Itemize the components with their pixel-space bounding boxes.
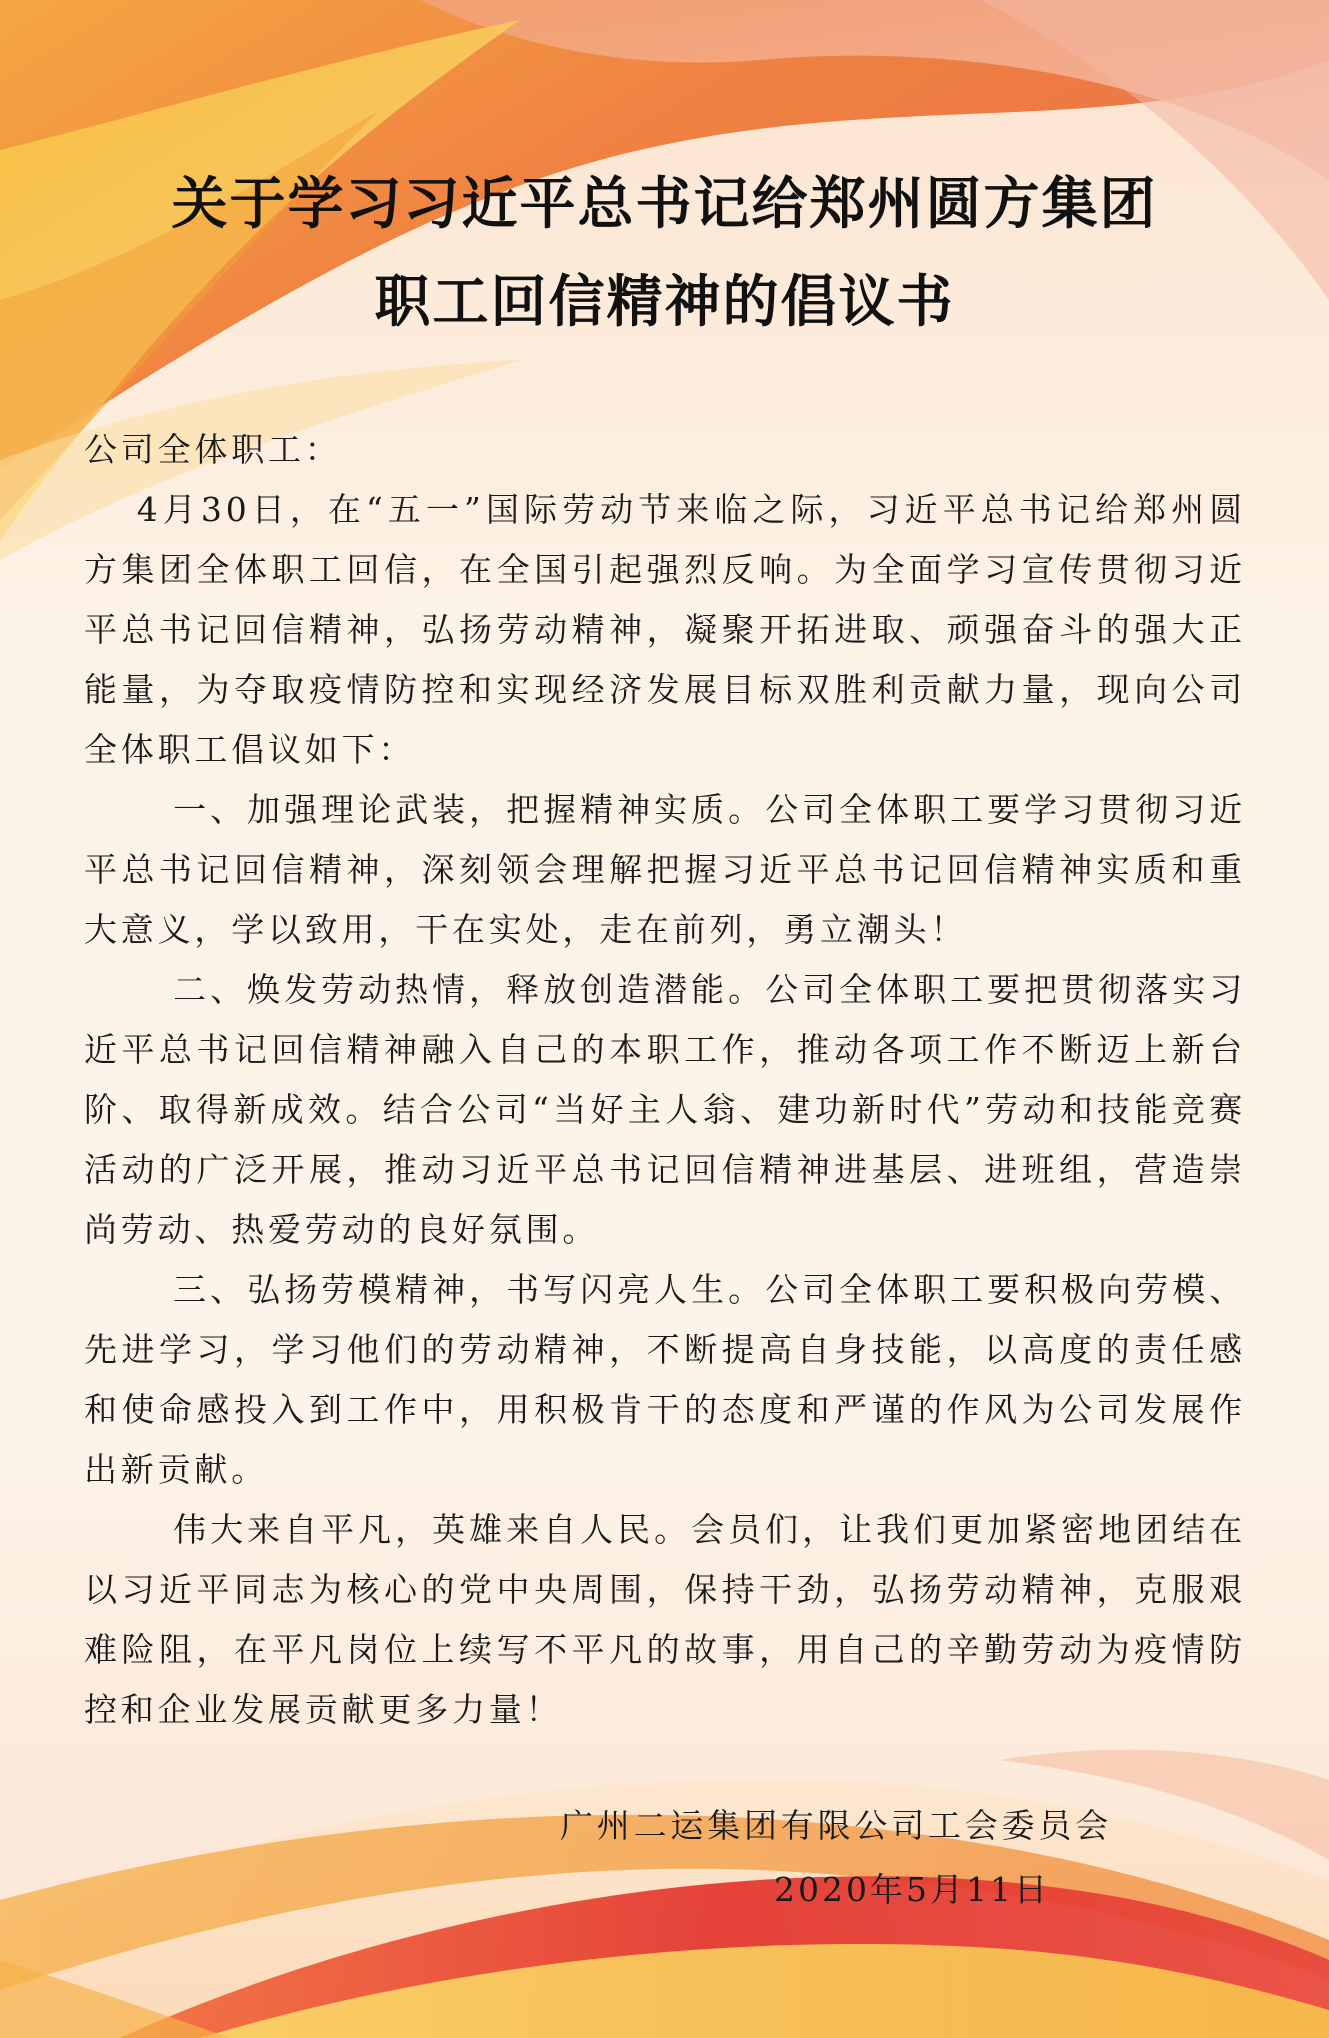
date: 2020年5月11日 — [774, 1870, 1050, 1909]
paragraph-intro: 4月30日，在“五一”国际劳动节来临之际，习近平总书记给郑州圆方集团全体职工回信，在全国引起强烈反响。为全面学习宣传贯彻习近平总书记回信精神，弘扬劳动精神，凝聚开拓进取、顽强奋斗的强大正能量，为夺取疫情防控和实现经济发展目标双胜利贡献力量，现向公司全体职工倡议如下： — [84, 490, 1246, 769]
document-title-line-2: 职工回信精神的倡议书 — [374, 270, 955, 335]
document-title-line-1: 关于学习习近平总书记给郑州圆方集团 — [171, 172, 1158, 237]
document-body — [84, 420, 1246, 1740]
paragraph-closing: 伟大来自平凡，英雄来自人民。会员们，让我们更加紧密地团结在以习近平同志为核心的党中央周围，保持干劲，弘扬劳动精神，克服艰难险阻，在平凡岗位上续写不平凡的故事，用自己的辛勤劳动为疫情防控和企业发展贡献更多力量！ — [84, 1510, 1246, 1729]
signature: 广州二运集团有限公司工会委员会 — [560, 1806, 1112, 1845]
paragraph-item-3: 三、弘扬劳模精神，书写闪亮人生。公司全体职工要积极向劳模、先进学习，学习他们的劳动精神，不断提高自身技能，以高度的责任感和使命感投入到工作中，用积极肯干的态度和严谨的作风为公司发展作出新贡献。 — [84, 1270, 1246, 1489]
greeting: 公司全体职工： — [84, 430, 342, 469]
paragraph-item-2: 二、焕发劳动热情，释放创造潜能。公司全体职工要把贯彻落实习近平总书记回信精神融入自己的本职工作，推动各项工作不断迈上新台阶、取得新成效。结合公司“当好主人翁、建功新时代”劳动和技能竞赛活动的广泛开展，推动习近平总书记回信精神进基层、进班组，营造崇尚劳动、热爱劳动的良好氛围。 — [84, 970, 1246, 1249]
paragraph-item-1: 一、加强理论武装，把握精神实质。公司全体职工要学习贯彻习近平总书记回信精神，深刻领会理解把握习近平总书记回信精神实质和重大意义，学以致用，干在实处，走在前列，勇立潮头！ — [84, 790, 1246, 949]
